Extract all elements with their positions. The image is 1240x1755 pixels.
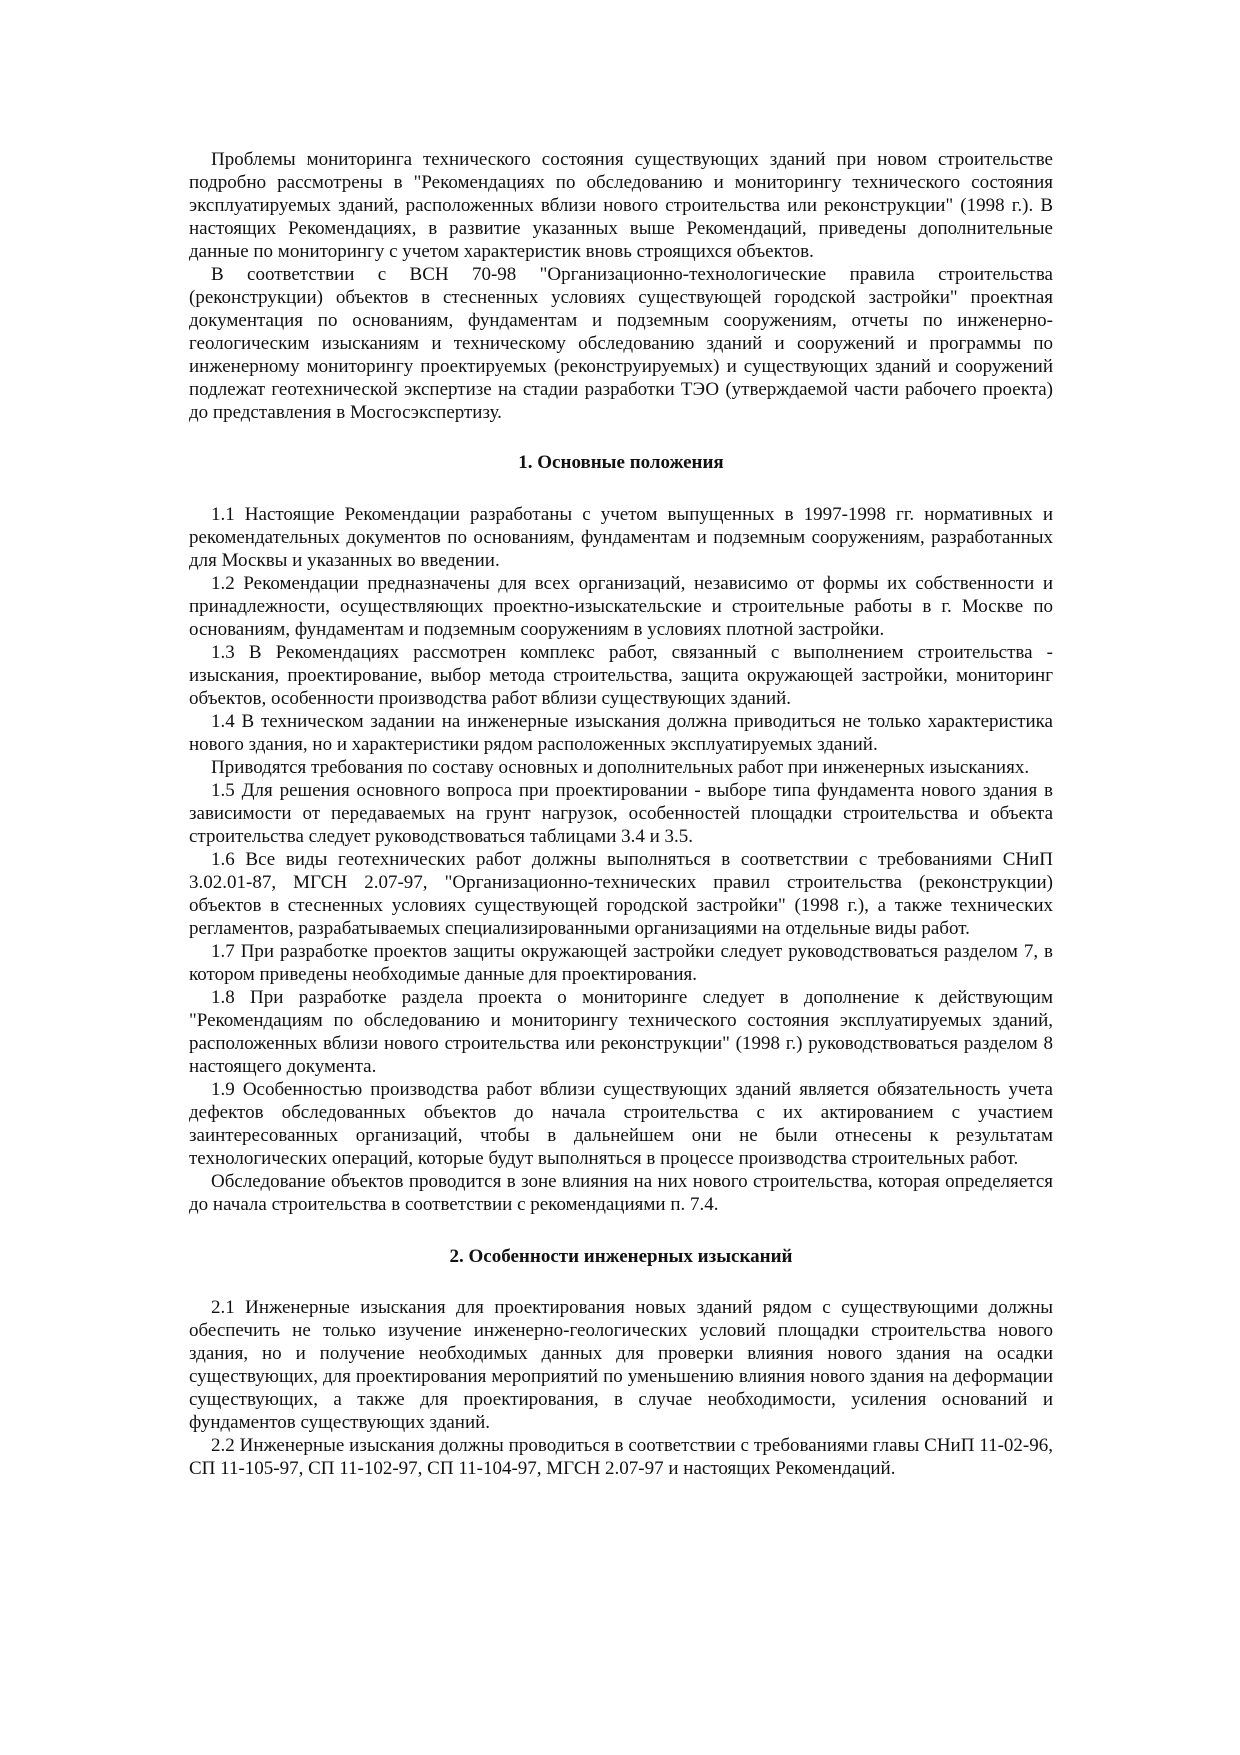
section-heading: 1. Основные положения	[518, 452, 724, 473]
clause-paragraph: 1.9 Особенностью производства работ вблизи существующих зданий является обязательность учета дефектов обследованных объектов до начала строительства с их актированием с участием заинтересованных организаций, чтобы в дальнейшем они не были отнесены к результатам технологических операций, которые будут выполняться в процессе производства строительных работ.	[189, 1079, 1053, 1169]
clause-paragraph: 1.1 Настоящие Рекомендации разработаны с учетом выпущенных в 1997-1998 гг. нормативных и рекомендательных документов по основаниям, фундаментам и подземным сооружениям, разработанных для Москвы и указанных во введении.	[189, 504, 1053, 571]
clause-paragraph: 1.5 Для решения основного вопроса при проектировании - выборе типа фундамента нового здания в зависимости от передаваемых на грунт нагрузок, особенностей площадки строительства и объекта строительства следует руководствоваться таблицами 3.4 и 3.5.	[189, 780, 1053, 847]
clause-paragraph: 2.2 Инженерные изыскания должны проводиться в соответствии с требованиями главы СНиП 11-02-96, СП 11-105-97, СП 11-102-97, СП 11-104-97, МГСН 2.07-97 и настоящих Рекомендаций.	[189, 1435, 1053, 1479]
clause-paragraph: 2.1 Инженерные изыскания для проектирования новых зданий рядом с существующими должны обеспечить не только изучение инженерно-геологических условий площадки строительства нового здания, но и получение необходимых данных для проверки влияния нового здания на осадки существующих, для проектирования мероприятий по уменьшению влияния нового здания на деформации существующих, а также для проектирования, в случае необходимости, усиления оснований и фундаментов существующих зданий.	[189, 1297, 1053, 1433]
intro-paragraph: В соответствии с ВСН 70-98 "Организационно-технологические правила строительства (реконструкции) объектов в стесненных условиях существующей городской застройки" проектная документация по основаниям, фундаментам и подземным сооружениям, отчеты по инженерно-геологическим изысканиям и техническому обследованию зданий и сооружений и программы по инженерному мониторингу проектируемых (реконструируемых) и существующих зданий и сооружений подлежат геотехнической экспертизе на стадии разработки ТЭО (утверждаемой части рабочего проекта) до представления в Мосгосэкспертизу.	[189, 264, 1053, 423]
intro-paragraph: Проблемы мониторинга технического состояния существующих зданий при новом строительстве подробно рассмотрены в "Рекомендациях по обследованию и мониторингу технического состояния эксплуатируемых зданий, расположенных вблизи нового строительства или реконструкции" (1998 г.). В настоящих Рекомендациях, в развитие указанных выше Рекомендаций, приведены дополнительные данные по мониторингу с учетом характеристик вновь строящихся объектов.	[189, 149, 1053, 262]
clause-paragraph: 1.6 Все виды геотехнических работ должны выполняться в соответствии с требованиями СНиП 3.02.01-87, МГСН 2.07-97, "Организационно-технических правил строительства (реконструкции) объектов в стесненных условиях существующей городской застройки" (1998 г.), а также технических регламентов, разрабатываемых специализированными организациями на отдельные виды работ.	[189, 849, 1053, 939]
clause-paragraph: Обследование объектов проводится в зоне влияния на них нового строительства, которая определяется до начала строительства в соответствии с рекомендациями п. 7.4.	[189, 1171, 1053, 1215]
clause-paragraph: 1.3 В Рекомендациях рассмотрен комплекс работ, связанный с выполнением строительства - изыскания, проектирование, выбор метода строительства, защита окружающей застройки, мониторинг объектов, особенности производства работ вблизи существующих зданий.	[189, 642, 1053, 709]
document-page	[189, 148, 1053, 1480]
section-body	[189, 503, 1053, 1216]
clause-paragraph: 1.4 В техническом задании на инженерные изыскания должна приводиться не только характеристика нового здания, но и характеристики рядом расположенных эксплуатируемых зданий.	[189, 711, 1053, 755]
section-body	[189, 1296, 1053, 1480]
section-heading: 2. Особенности инженерных изысканий	[449, 1246, 793, 1267]
intro-block	[189, 148, 1053, 424]
clause-paragraph: 1.8 При разработке раздела проекта о мониторинге следует в дополнение к действующим "Рекомендациям по обследованию и мониторингу технического состояния эксплуатируемых зданий, расположенных вблизи нового строительства или реконструкции" (1998 г.) руководствоваться разделом 8 настоящего документа.	[189, 987, 1053, 1077]
clause-paragraph: 1.7 При разработке проектов защиты окружающей застройки следует руководствоваться разделом 7, в котором приведены необходимые данные для проектирования.	[189, 941, 1053, 985]
clause-paragraph: Приводятся требования по составу основных и дополнительных работ при инженерных изысканиях.	[211, 757, 1030, 778]
clause-paragraph: 1.2 Рекомендации предназначены для всех организаций, независимо от формы их собственности и принадлежности, осуществляющих проектно-изыскательские и строительные работы в г. Москве по основаниям, фундаментам и подземным сооружениям в условиях плотной застройки.	[189, 573, 1053, 640]
